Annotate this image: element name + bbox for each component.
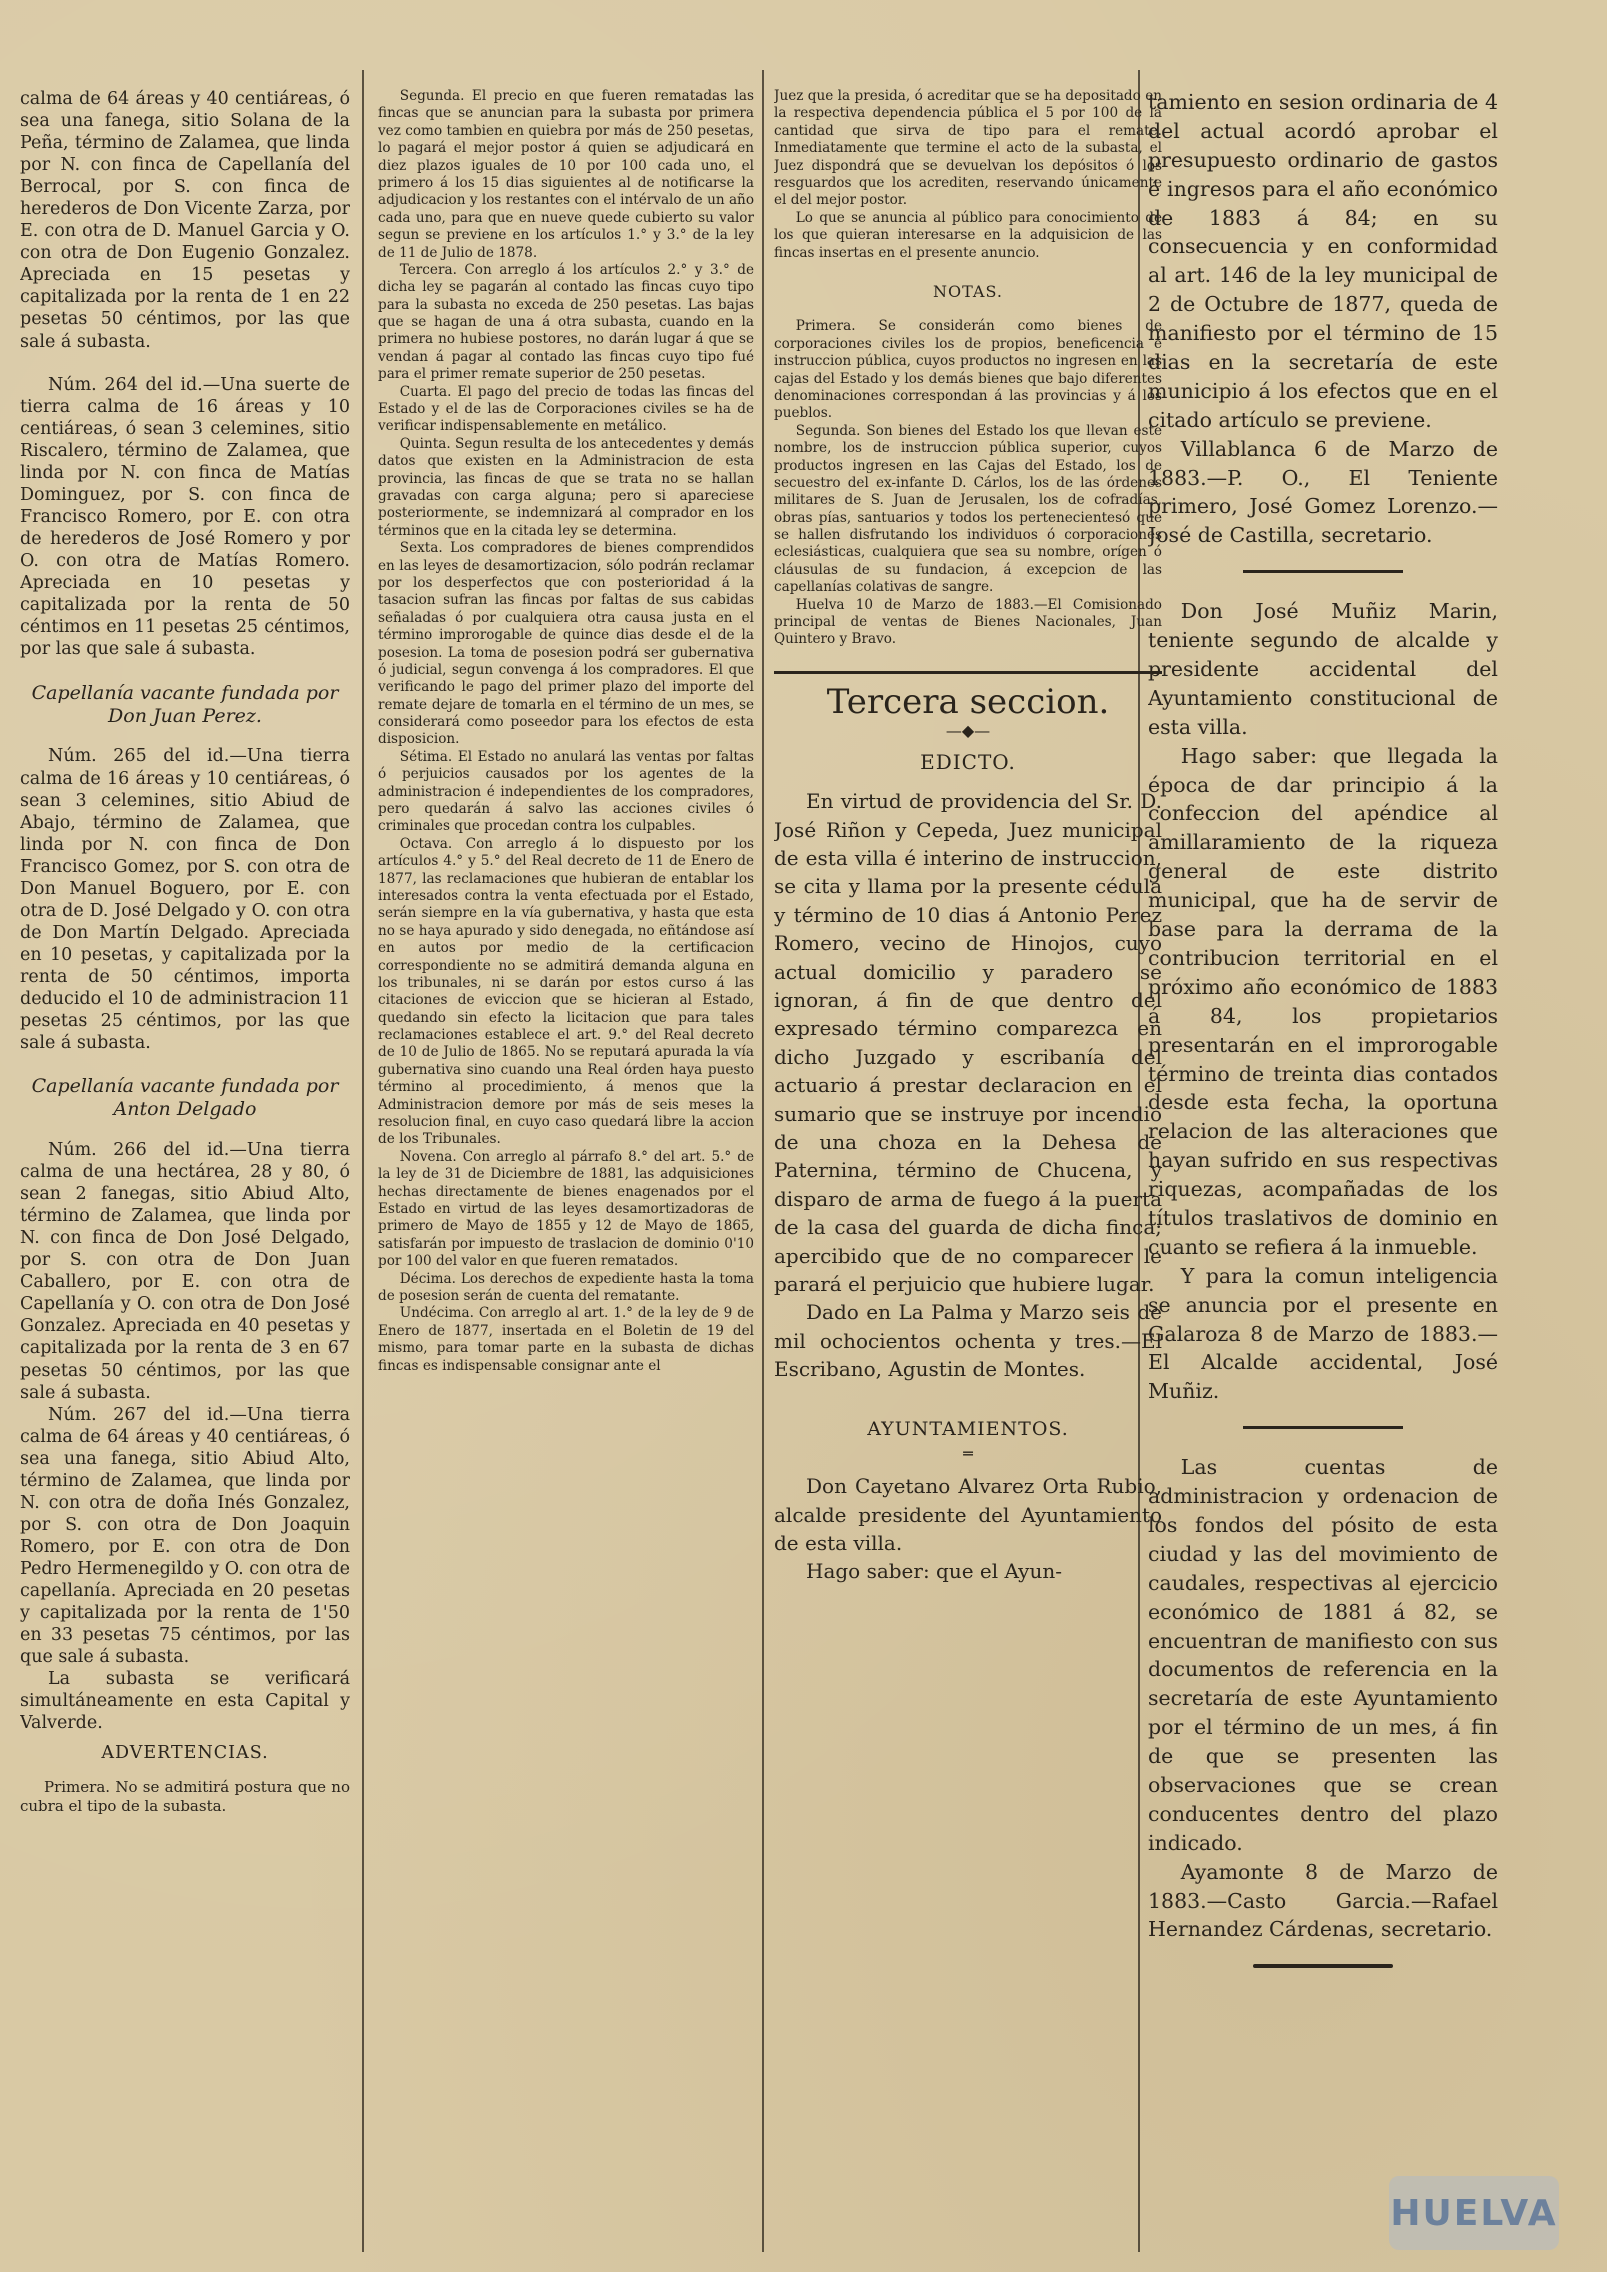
paragraph: Octava. Con arreglo á lo dispuesto por los artículos 4.° y 5.° del Real decreto de 11 de Enero de 1877, las reclamaciones que hubieran de entablar los interesados contra la venta efectuada por el Estado, serán siempre en la vía gubernativa, y hasta que esta no se haya apurado y sido denegada, no eñtándose así en autos por medio de la certificacion correspondiente no se admitirá demanda alguna en los tribunales, ni se darán por estos curso á las citaciones de eviccion que se hicieran al Estado, quedando sin efecto la licitacion que para tales reclamaciones establece el art. 9.° del Real decreto de 10 de Julio de 1865. No se reputará apurada la vía gubernativa sino cuando una Real órden haya puesto término al procedimiento, á menos que la Administracion demore por más de seis meses la resolucion final, en cuyo caso quedará libre la accion de los Tribunales. (378, 835, 754, 1148)
paragraph: Huelva 10 de Marzo de 1883.—El Comisionado principal de ventas de Bienes Nacionales, Juan Quintero y Bravo. (774, 596, 1162, 648)
paragraph: En virtud de providencia del Sr. D. José Riñon y Cepeda, Juez municipal de esta villa é interino de instruccion, se cita y llama por la presente cédula y término de 10 dias á Antonio Perez Romero, vecino de Hinojos, cuyo actual domicilio y paradero se ignoran, á fin de que dentro del expresado término comparezca en dicho Juzgado y escribanía del actuario á prestar declaracion en el sumario que se instruye por incendio de una choza en la Dehesa de Paternina, término de Chucena, y disparo de arma de fuego á la puerta de la casa del guarda de dicha finca; apercibido que de no comparecer le parará el perjuicio que hubiere lugar. (774, 789, 1162, 1296)
paragraph: Las cuentas de administracion y ordenacion de los fondos del pósito de esta ciudad y las del movimiento de caudales, respectivas al ejercicio económico de 1881 á 82, se encuentran de manifiesto con sus documentos de referencia en la secretaría de este Ayuntamiento por el término de un mes, á fin de que se presenten las observaciones que se crean conducentes dentro del plazo indicado. (1148, 1455, 1498, 1855)
paragraph: Primera. Se considerán como bienes de corporaciones civiles los de propios, beneficencia é instruccion pública, cuyos productos no ingresen en las cajas del Estado y los demás bienes que bajo diferentes denominaciones correspondan á las provincias y á los pueblos. (774, 318, 1162, 422)
separator-rule (1243, 1426, 1403, 1429)
section-title: Tercera seccion. (774, 671, 1162, 721)
paragraph: Villablanca 6 de Marzo de 1883.—P. O., El Teniente primero, José Gomez Lorenzo.—José de Castilla, secretario. (1148, 436, 1498, 548)
paragraph: Dado en La Palma y Marzo seis de mil ochocientos ochenta y tres.—El Escribano, Agustin de Montes. (774, 1300, 1162, 1382)
heading-edicto: EDICTO. (920, 749, 1016, 774)
column-1 (20, 88, 350, 1816)
heading-advertencias: ADVERTENCIAS. (101, 1743, 269, 1764)
paragraph: Núm. 264 del id.—Una suerte de tierra calma de 16 áreas y 10 centiáreas, ó sean 3 celemines, sitio Riscalero, término de Zalamea, que linda por N. con finca de Matías Dominguez, por S. con finca de Francisco Romero, por E. con otra de herederos de José Romero y por O. con otra de Matías Romero. Apreciada en 10 pesetas y capitalizada por la renta de 50 céntimos en 11 pesetas 25 céntimos, por las que sale á subasta. (20, 374, 350, 660)
paragraph: Don Cayetano Alvarez Orta Rubio, alcalde presidente del Ayuntamiento de esta villa. (774, 1474, 1162, 1556)
paragraph: La subasta se verificará simultáneamente en esta Capital y Valverde. (20, 1669, 350, 1734)
paragraph: Hago saber: que el Ayun- (806, 1559, 1062, 1584)
paragraph: Quinta. Segun resulta de los antecedentes y demás datos que existen en la Administracion de esta provincia, las fincas de que se trata no se hallan gravadas con carga alguna; pero si apareciese posteriormente, se indemnizará al comprador en los términos que en la citada ley se determina. (378, 435, 754, 539)
paragraph: Tercera. Con arreglo á los artículos 2.° y 3.° de dicha ley se pagarán al contado las fincas cuyo tipo para la subasta no exceda de 250 pesetas. Las bajas que se hagan de una á otra subasta, cuando en la primera no hubiese postores, no darán lugar á que se vendan á pagar al contado las fincas cuyo tipo fué para el primer remate superior de 250 pesetas. (378, 261, 754, 383)
heading-capellania-anton-delgado: Capellanía vacante fundada por Anton Delgado (31, 1075, 339, 1121)
ornament-divider: ═ (963, 1443, 973, 1463)
ornament-divider: —◆— (945, 721, 991, 741)
paragraph: Décima. Los derechos de expediente hasta la toma de posesion serán de cuenta del rematante. (378, 1270, 754, 1304)
paragraph: Don José Muñiz Marin, teniente segundo de alcalde y presidente accidental del Ayuntamiento constitucional de esta villa. (1148, 599, 1498, 739)
paragraph: Novena. Con arreglo al párrafo 8.° del art. 5.° de la ley de 31 de Diciembre de 1881, las adquisiciones hechas directamente de bienes enagenados por el Estado en virtud de las leyes desamortizadoras de primero de Mayo de 1855 y 12 de Mayo de 1865, satisfarán por impuesto de traslacion de dominio 0'10 por 100 del valor en que fueren rematados. (378, 1148, 754, 1270)
paragraph: Sétima. El Estado no anulará las ventas por faltas ó perjuicios causados por los agentes de la administracion é independientes de los compradores, pero quedarán á salvo las acciones civiles ó criminales que procedan contra los culpables. (378, 748, 754, 835)
paragraph: Lo que se anuncia al público para conocimiento de los que quieran interesarse en la adquisicion de las fincas insertas en el presente anuncio. (774, 209, 1162, 261)
paragraph: Juez que la presida, ó acreditar que se ha depositado en la respectiva dependencia pública el 5 por 100 de la cantidad que sirva de tipo para el remate. Inmediatamente que termine el acto de la subasta, el Juez dispondrá que se devuelvan los depósitos ó los resguardos que los acrediten, reservando únicamente el del mejor postor. (774, 88, 1162, 209)
stamp-label: HUELVA (1390, 2192, 1558, 2234)
library-stamp-watermark (1389, 2176, 1559, 2250)
paragraph: calma de 64 áreas y 40 centiáreas, ó sea una fanega, sitio Solana de la Peña, término de Zalamea, que linda por N. con finca de Capellanía del Berrocal, por S. con finca de herederos de Don Vicente Zarza, por E. con otra de D. Manuel Garcia y O. con otra de Don Eugenio Gonzalez. Apreciada en 15 pesetas y capitalizada por la renta de 1 en 22 pesetas 50 céntimos, por las que sale á subasta. (20, 89, 350, 352)
paragraph: Ayamonte 8 de Marzo de 1883.—Casto Garcia.—Rafael Hernandez Cárdenas, secretario. (1148, 1859, 1498, 1942)
column-2 (378, 88, 754, 1375)
column-4 (1148, 88, 1498, 1968)
paragraph: Segunda. El precio en que fueren rematadas las fincas que se anuncian para la subasta por primera vez como tambien en quiebra por más de 250 pesetas, lo pagará el mejor postor á quien se adjudicará en diez plazos iguales de 10 por 100 cada uno, el primero á los 15 dias siguientes al de notificarse la adjudicacion y los restantes con el intérvalo de un año cada uno, para que en nueve quede cubierto su valor segun se previene en los artículos 1.° y 3.° de la ley de 11 de Julio de 1878. (378, 88, 754, 261)
paragraph: Sexta. Los compradores de bienes comprendidos en las leyes de desamortizacion, sólo podrán reclamar por los desperfectos que con posterioridad á la tasacion sufran las fincas por faltas de sus cabidas señaladas ó por cualquiera otra causa justa en el término improrogable de quince dias desde el de la posesion. La toma de posesion podrá ser gubernativa ó judicial, segun convenga á los compradores. El que verificando le pago del primer plazo del importe del remate dejare de tomarla en el término de un mes, se considerará como poseedor para los efectos de esta disposicion. (378, 540, 754, 748)
column-rule (762, 70, 764, 2252)
paragraph: Hago saber: que llegada la época de dar principio á la confeccion del apéndice al amillaramiento de la riqueza general de este distrito municipal, que ha de servir de base para la derrama de la contribucion territorial en el próximo año económico de 1883 á 84, los propietarios presentarán en el improrogable término de treinta dias contados desde esta fecha, la oportuna relacion de las alteraciones que hayan sufrido en sus respectivas riquezas, acompañadas de los títulos traslativos de dominio en cuanto se refiera á la inmueble. (1148, 743, 1498, 1259)
paragraph: Núm. 267 del id.—Una tierra calma de 64 áreas y 40 centiáreas, ó sea una fanega, sitio Abiud Alto, término de Zalamea, que linda por N. con otra de doña Inés Gonzalez, por S. con otra de Don Joaquin Romero, por E. con otra de Don Pedro Hermenegildo y O. con otra de capellanía. Apreciada en 20 pesetas y capitalizada por la renta de 1'50 en 33 pesetas 75 céntimos, por las que sale á subasta. (20, 1404, 350, 1668)
paragraph: Y para la comun inteligencia se anuncia por el presente en Galaroza 8 de Marzo de 1883.—El Alcalde accidental, José Muñiz. (1148, 1263, 1498, 1404)
heading-notas: NOTAS. (933, 281, 1003, 301)
column-rule (362, 70, 364, 2252)
paragraph: Cuarta. El pago del precio de todas las fincas del Estado y el de las de Corporaciones civiles se ha de verificar indispensablemente en metálico. (378, 383, 754, 435)
separator-rule (1243, 570, 1403, 573)
paragraph: tamiento en sesion ordinaria de 4 del actual acordó aprobar el presupuesto ordinario de gastos é ingresos para el año económico de 1883 á 84; en su consecuencia y en conformidad al art. 146 de la ley municipal de 2 de Octubre de 1877, queda de manifiesto por el término de 15 dias en la secretaría de este municipio á los efectos que en el citado artículo se previene. (1148, 90, 1498, 432)
paragraph: Núm. 266 del id.—Una tierra calma de una hectárea, 28 y 80, ó sean 2 fanegas, sitio Abiud Alto, término de Zalamea, que linda por N. con finca de Don José Delgado, por S. con otra de Don Juan Caballero, por E. con otra de Capellanía y O. con otra de Don José Gonzalez. Apreciada en 40 pesetas y capitalizada por la renta de 3 en 67 pesetas 50 céntimos, por las que sale á subasta. (20, 1140, 350, 1403)
separator-rule (1253, 1964, 1393, 1968)
heading-capellania-juan-perez: Capellanía vacante fundada por Don Juan Perez. (31, 681, 339, 727)
paragraph: Primera. No se admitirá postura que no cubra el tipo de la subasta. (20, 1778, 350, 1816)
paragraph: Undécima. Con arreglo al art. 1.° de la ley de 9 de Enero de 1877, insertada en el Boletin de 19 del mismo, para tomar parte en la subasta de dichas fincas es indispensable consignar ante el (378, 1305, 754, 1374)
heading-ayuntamientos: AYUNTAMIENTOS. (867, 1418, 1069, 1441)
paragraph: Núm. 265 del id.—Una tierra calma de 16 áreas y 10 centiáreas, ó sean 3 celemines, sitio Abiud de Abajo, término de Zalamea, que linda por N. con finca de Don Francisco Gomez, por S. con otra de Don Manuel Boguero, por E. con otra de D. José Delgado y O. con otra de Don Martín Delgado. Apreciada en 10 pesetas, y capitalizada por la renta de 50 céntimos, importa deducido el 10 de administracion 11 pesetas 25 céntimos, por las que sale á subasta. (20, 746, 350, 1054)
paragraph: Segunda. Son bienes del Estado los que llevan este nombre, los de instruccion pública superior, cuyos productos ingresen en las Cajas del Estado, los de secuestro del ex-infante D. Cárlos, los de las órdenes militares de S. Juan de Jerusalen, los de cofradías, obras pías, santuarios y todos los pertenecientesó que se hallen disfrutando los individuos ó corporaciones eclesiásticas, cualquiera que sea su nombre, orígen ó cláusulas de su fundacion, á excepcion de las capellanías colativas de sangre. (774, 422, 1162, 596)
column-3 (774, 88, 1162, 1586)
